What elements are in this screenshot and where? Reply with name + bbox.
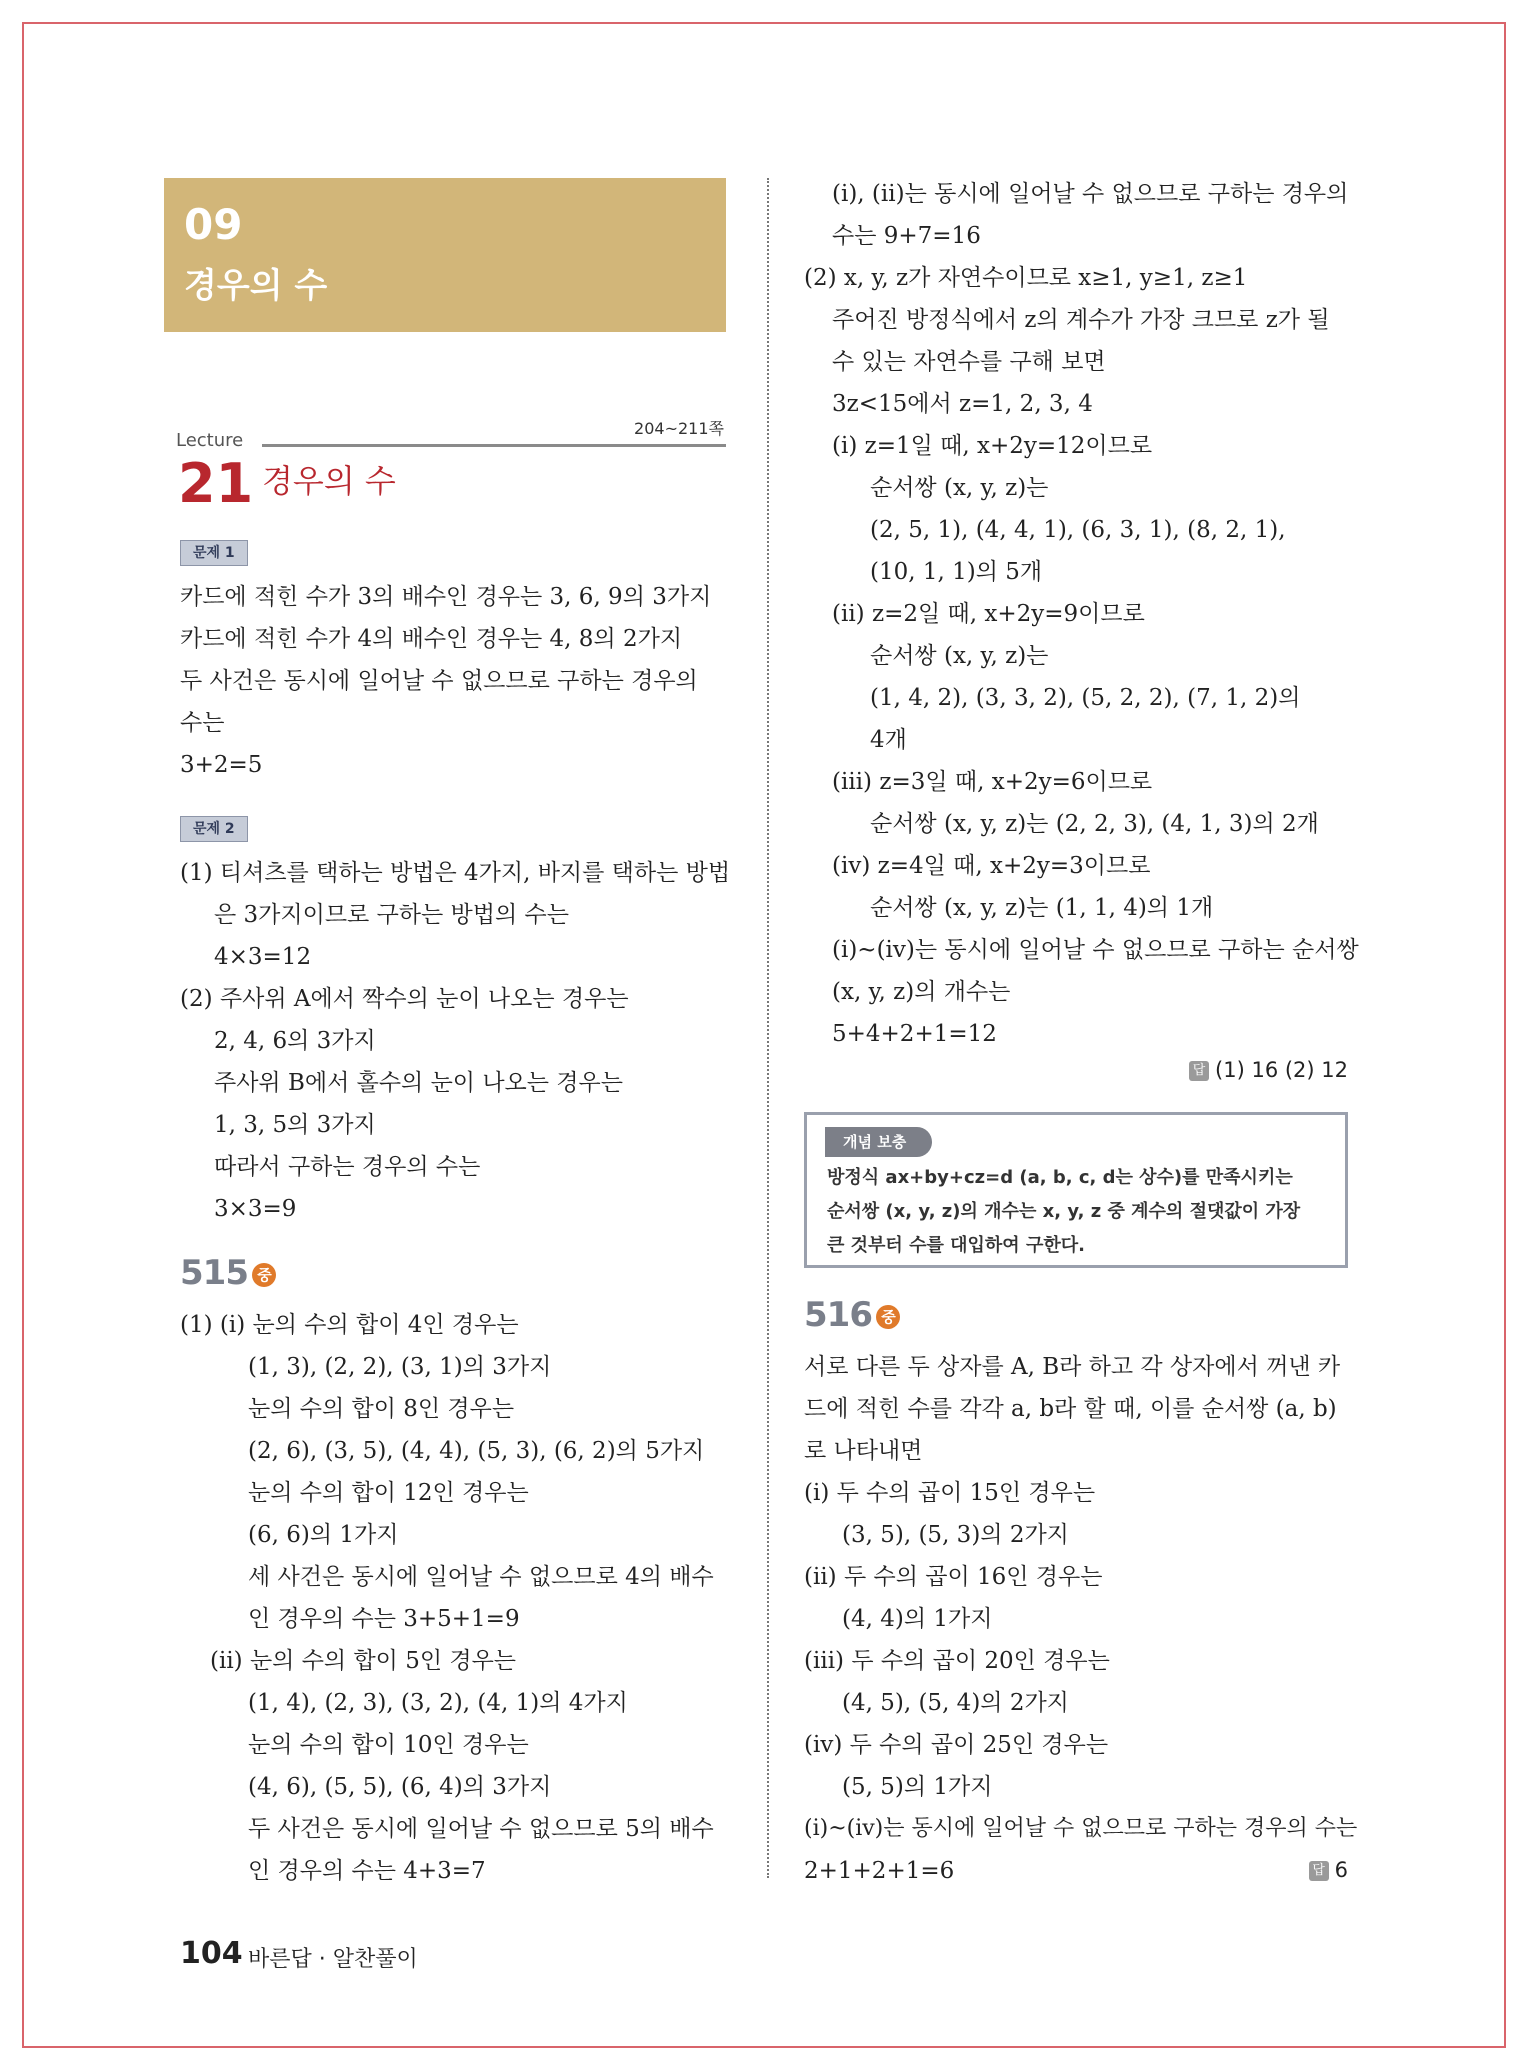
p516-line: (4, 5), (5, 4)의 2가지: [842, 1690, 1069, 1716]
level-badge: 중: [252, 1263, 276, 1287]
chapter-header: [164, 178, 726, 332]
lecture-label: Lecture: [176, 430, 244, 451]
p515-line: 눈의 수의 합이 10인 경우는: [248, 1732, 529, 1758]
concept-line: 큰 것부터 수를 대입하여 구한다.: [827, 1235, 1085, 1256]
problem-tag-1: 문제 1: [180, 540, 248, 566]
chapter-number: 09: [184, 200, 243, 249]
p516-line: (5, 5)의 1가지: [842, 1774, 993, 1800]
answer-515: [1189, 1058, 1348, 1082]
solution-line: 순서쌍 (x, y, z)는 (2, 2, 3), (4, 1, 3)의 2개: [870, 811, 1319, 837]
p516-line: (ⅰ) 두 수의 곱이 15인 경우는: [804, 1480, 1096, 1506]
p515-line: (6, 6)의 1가지: [248, 1522, 399, 1548]
p2-line: 은 3가지이므로 구하는 방법의 수는: [214, 902, 569, 928]
solution-line: (ⅳ) z=4일 때, x+2y=3이므로: [832, 853, 1151, 879]
answer-515-text: (1) 16 (2) 12: [1215, 1058, 1348, 1082]
solution-line: 5+4+2+1=12: [832, 1021, 997, 1047]
lecture-rule: [262, 444, 726, 447]
solution-line: 주어진 방정식에서 z의 계수가 가장 크므로 z가 될: [832, 307, 1330, 333]
solution-line: 순서쌍 (x, y, z)는: [870, 643, 1049, 669]
solution-line: (ⅱ) z=2일 때, x+2y=9이므로: [832, 601, 1145, 627]
p516-line: (ⅳ) 두 수의 곱이 25인 경우는: [804, 1732, 1109, 1758]
concept-line: 방정식 ax+by+cz=d (a, b, c, d는 상수)를 만족시키는: [827, 1167, 1293, 1188]
answer-516: [1309, 1858, 1348, 1882]
problem-515-number: 515: [180, 1253, 248, 1293]
p2-line: 4×3=12: [214, 944, 312, 970]
p516-line: (ⅰ)~(ⅳ)는 동시에 일어날 수 없으므로 구하는 경우의 수는: [804, 1816, 1358, 1841]
p1-line: 수는: [180, 710, 225, 736]
p2-line: 따라서 구하는 경우의 수는: [214, 1154, 481, 1180]
solution-line: (ⅰ) z=1일 때, x+2y=12이므로: [832, 433, 1153, 459]
p1-line: 카드에 적힌 수가 4의 배수인 경우는 4, 8의 2가지: [180, 626, 683, 652]
p515-line: 세 사건은 동시에 일어날 수 없으므로 4의 배수: [248, 1564, 714, 1590]
concept-line: 순서쌍 (x, y, z)의 개수는 x, y, z 중 계수의 절댓값이 가장: [827, 1201, 1301, 1222]
column-divider: [767, 178, 769, 1878]
page-number: 104: [180, 1936, 243, 1971]
p515-line: (1, 3), (2, 2), (3, 1)의 3가지: [248, 1354, 552, 1380]
p2-line: 3×3=9: [214, 1196, 297, 1222]
p515-line: (4, 6), (5, 5), (6, 4)의 3가지: [248, 1774, 552, 1800]
p515-line: (1, 4), (2, 3), (3, 2), (4, 1)의 4가지: [248, 1690, 628, 1716]
solution-line: 수 있는 자연수를 구해 보면: [832, 349, 1106, 375]
solution-line: 4개: [870, 727, 907, 753]
p2-line: (1) 티셔츠를 택하는 방법은 4가지, 바지를 택하는 방법: [180, 860, 731, 886]
p516-line: 서로 다른 두 상자를 A, B라 하고 각 상자에서 꺼낸 카: [804, 1354, 1341, 1380]
solution-line: (1, 4, 2), (3, 3, 2), (5, 2, 2), (7, 1, 2)의: [870, 685, 1301, 711]
solution-line: (x, y, z)의 개수는: [832, 979, 1011, 1005]
p515-line: 인 경우의 수는 3+5+1=9: [248, 1606, 520, 1632]
solution-line: 수는 9+7=16: [832, 223, 981, 249]
p516-line: (4, 4)의 1가지: [842, 1606, 993, 1632]
p515-line: (2, 6), (3, 5), (4, 4), (5, 3), (6, 2)의 5가지: [248, 1438, 705, 1464]
p2-line: (2) 주사위 A에서 짝수의 눈이 나오는 경우는: [180, 986, 629, 1012]
p516-line: (ⅲ) 두 수의 곱이 20인 경우는: [804, 1648, 1110, 1674]
footer-title: 바른답 · 알찬풀이: [248, 1947, 418, 1972]
p1-line: 카드에 적힌 수가 3의 배수인 경우는 3, 6, 9의 3가지: [180, 584, 712, 610]
p516-line: 2+1+2+1=6: [804, 1858, 955, 1884]
p1-line: 두 사건은 동시에 일어날 수 없으므로 구하는 경우의: [180, 668, 698, 694]
p515-line: (1) (ⅰ) 눈의 수의 합이 4인 경우는: [180, 1312, 519, 1338]
solution-line: 순서쌍 (x, y, z)는: [870, 475, 1049, 501]
solution-line: (ⅰ)~(ⅳ)는 동시에 일어날 수 없으므로 구하는 순서쌍: [832, 937, 1359, 963]
p516-line: 드에 적힌 수를 각각 a, b라 할 때, 이를 순서쌍 (a, b): [804, 1396, 1337, 1422]
problem-515-header: [180, 1252, 276, 1294]
p1-line: 3+2=5: [180, 752, 263, 778]
problem-tag-2: 문제 2: [180, 816, 248, 842]
problem-516-number: 516: [804, 1295, 872, 1335]
p2-line: 2, 4, 6의 3가지: [214, 1028, 376, 1054]
p2-line: 주사위 B에서 홀수의 눈이 나오는 경우는: [214, 1070, 623, 1096]
p2-line: 1, 3, 5의 3가지: [214, 1112, 376, 1138]
p515-line: 눈의 수의 합이 12인 경우는: [248, 1480, 529, 1506]
p516-line: (3, 5), (5, 3)의 2가지: [842, 1522, 1069, 1548]
solution-line: (2, 5, 1), (4, 4, 1), (6, 3, 1), (8, 2, 1),: [870, 517, 1286, 543]
answer-mark: 답: [1309, 1861, 1329, 1881]
solution-line: 순서쌍 (x, y, z)는 (1, 1, 4)의 1개: [870, 895, 1214, 921]
p515-line: 눈의 수의 합이 8인 경우는: [248, 1396, 515, 1422]
answer-mark: 답: [1189, 1061, 1209, 1081]
p516-line: 로 나타내면: [804, 1438, 923, 1464]
lecture-number: 21: [178, 452, 254, 515]
solution-line: (ⅲ) z=3일 때, x+2y=6이므로: [832, 769, 1153, 795]
concept-box: [804, 1112, 1348, 1268]
lecture-title: 경우의 수: [262, 462, 396, 500]
solution-line: 3z<15에서 z=1, 2, 3, 4: [832, 391, 1093, 417]
lecture-pages: 204~211쪽: [634, 419, 724, 438]
p515-line: (ⅱ) 눈의 수의 합이 5인 경우는: [210, 1648, 517, 1674]
solution-line: (ⅰ), (ⅱ)는 동시에 일어날 수 없으므로 구하는 경우의: [832, 181, 1349, 207]
p516-line: (ⅱ) 두 수의 곱이 16인 경우는: [804, 1564, 1103, 1590]
solution-line: (2) x, y, z가 자연수이므로 x≥1, y≥1, z≥1: [804, 265, 1248, 291]
concept-tag: 개념 보충: [825, 1127, 932, 1157]
level-badge: 중: [876, 1305, 900, 1329]
p515-line: 인 경우의 수는 4+3=7: [248, 1858, 486, 1884]
problem-516-header: [804, 1294, 900, 1336]
p515-line: 두 사건은 동시에 일어날 수 없으므로 5의 배수: [248, 1816, 714, 1842]
answer-516-text: 6: [1334, 1858, 1348, 1882]
solution-line: (10, 1, 1)의 5개: [870, 559, 1043, 585]
chapter-title: 경우의 수: [184, 266, 328, 306]
